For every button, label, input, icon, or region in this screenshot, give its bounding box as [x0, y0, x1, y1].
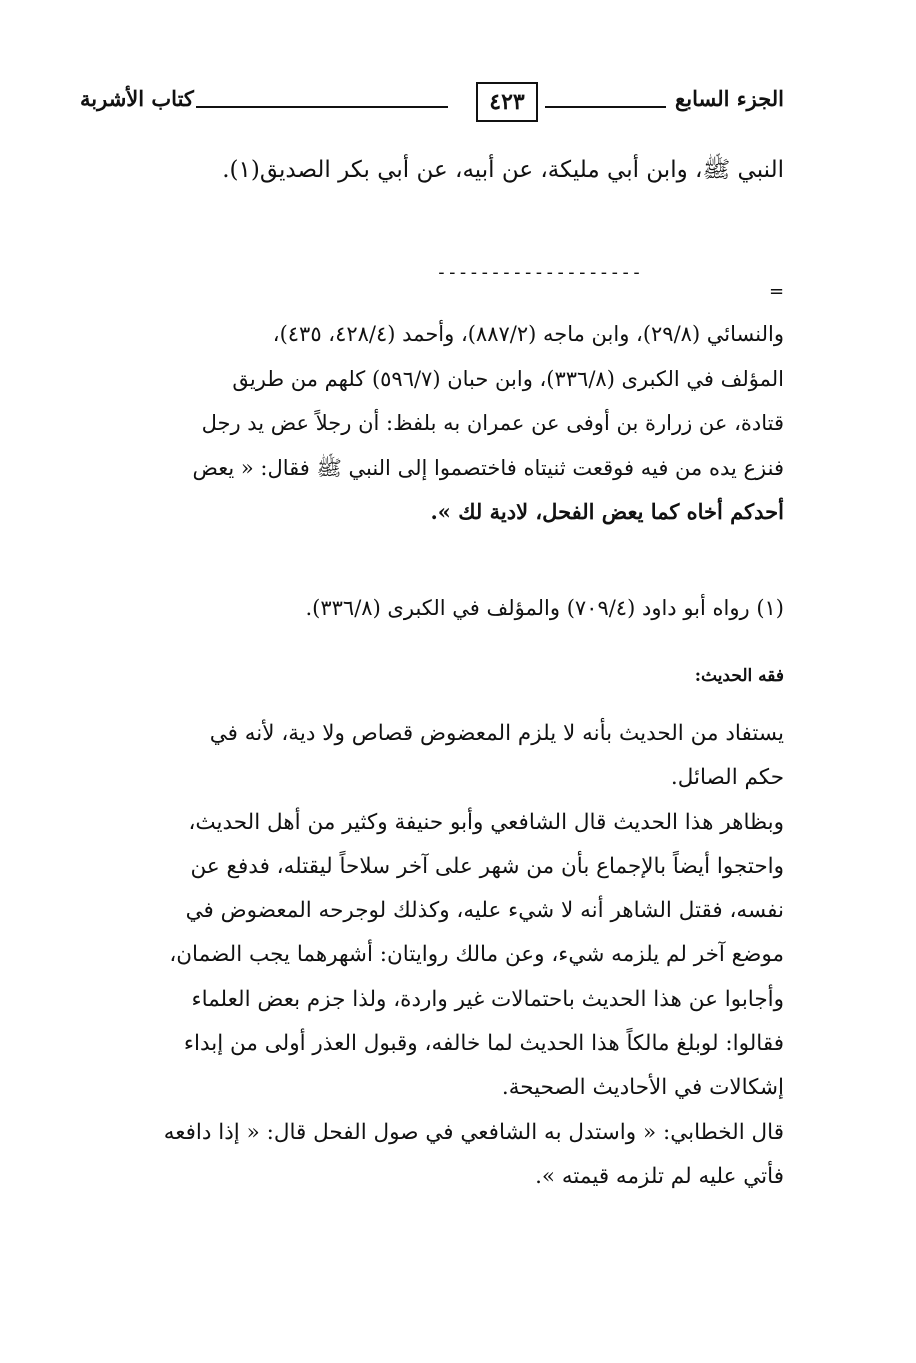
note-line: المؤلف في الكبرى (٣٣٦/٨)، وابن حبان (٥٩٦/٧) كلهم من طريق	[232, 366, 784, 391]
note-line-quote: أحدكم أخاه كما يعض الفحل، لادية لك ».	[430, 499, 784, 524]
volume-label: الجزء السابع	[675, 86, 784, 111]
body-line: قال الخطابي: « واستدل به الشافعي في صول الفحل قال: « إذا دافعه	[163, 1119, 784, 1145]
body-line: وأجابوا عن هذا الحديث باحتمالات غير واردة، ولذا جزم بعض العلماء	[191, 986, 784, 1012]
body-line: حكم الصائل.	[670, 765, 784, 791]
continuation-mark: =	[769, 281, 785, 302]
footnote-continuation	[78, 312, 784, 535]
body-line: فقالوا: لوبلغ مالكاً هذا الحديث لما خالفه، وقبول العذر أولى من إبداء	[183, 1031, 784, 1057]
continuation-line: النبي ﷺ، وابن أبي مليكة، عن أبيه، عن أبي بكر الصديق(١).	[222, 157, 784, 183]
page-number: ٤٢٣	[476, 82, 538, 122]
body-line: يستفاد من الحديث بأنه لا يلزم المعضوض قصاص ولا دية، لأنه في	[209, 721, 784, 746]
footnote-line: (١) رواه أبو داود (٧٠٩/٤) والمؤلف في الكبرى (٣٣٦/٨).	[305, 596, 784, 620]
header-rule-right	[545, 106, 666, 108]
body-line: واحتجوا أيضاً بالإجماع بأن من شهر على آخر سلاحاً ليقتله، فدفع عن	[190, 853, 784, 879]
main-body	[78, 712, 784, 1199]
running-header	[80, 80, 784, 130]
header-rule-left	[196, 106, 448, 108]
body-line: نفسه، فقتل الشاهر أنه لا شيء عليه، وكذلك لوجرحه المعضوض في	[185, 898, 784, 924]
continuation-paragraph	[78, 150, 784, 190]
body-line: وبظاهر هذا الحديث قال الشافعي وأبو حنيفة وكثير من أهل الحديث،	[188, 809, 784, 835]
note-line: والنسائي (٢٩/٨)، وابن ماجه (٨٨٧/٢)، وأحمد (٤٢٨/٤، ٤٣٥)،	[272, 322, 784, 346]
note-line: فنزع يده من فيه فوقعت ثنيتاه فاختصموا إلى النبي ﷺ فقال: « يعض	[192, 455, 784, 480]
body-line: موضع آخر لم يلزمه شيء، وعن مالك روايتان: أشهرهما يجب الضمان،	[169, 942, 784, 968]
footnote-divider: -------------------	[436, 262, 642, 283]
section-heading: فقه الحديث:	[694, 666, 784, 686]
body-line: إشكالات في الأحاديث الصحيحة.	[501, 1075, 784, 1101]
footnote-1	[78, 588, 784, 628]
note-line: قتادة، عن زرارة بن أوفى عن عمران به بلفظ: أن رجلاً عض يد رجل	[201, 411, 784, 435]
body-line: فأتي عليه لم تلزمه قيمته ».	[535, 1163, 784, 1189]
book-title: كتاب الأشربة	[80, 86, 194, 111]
